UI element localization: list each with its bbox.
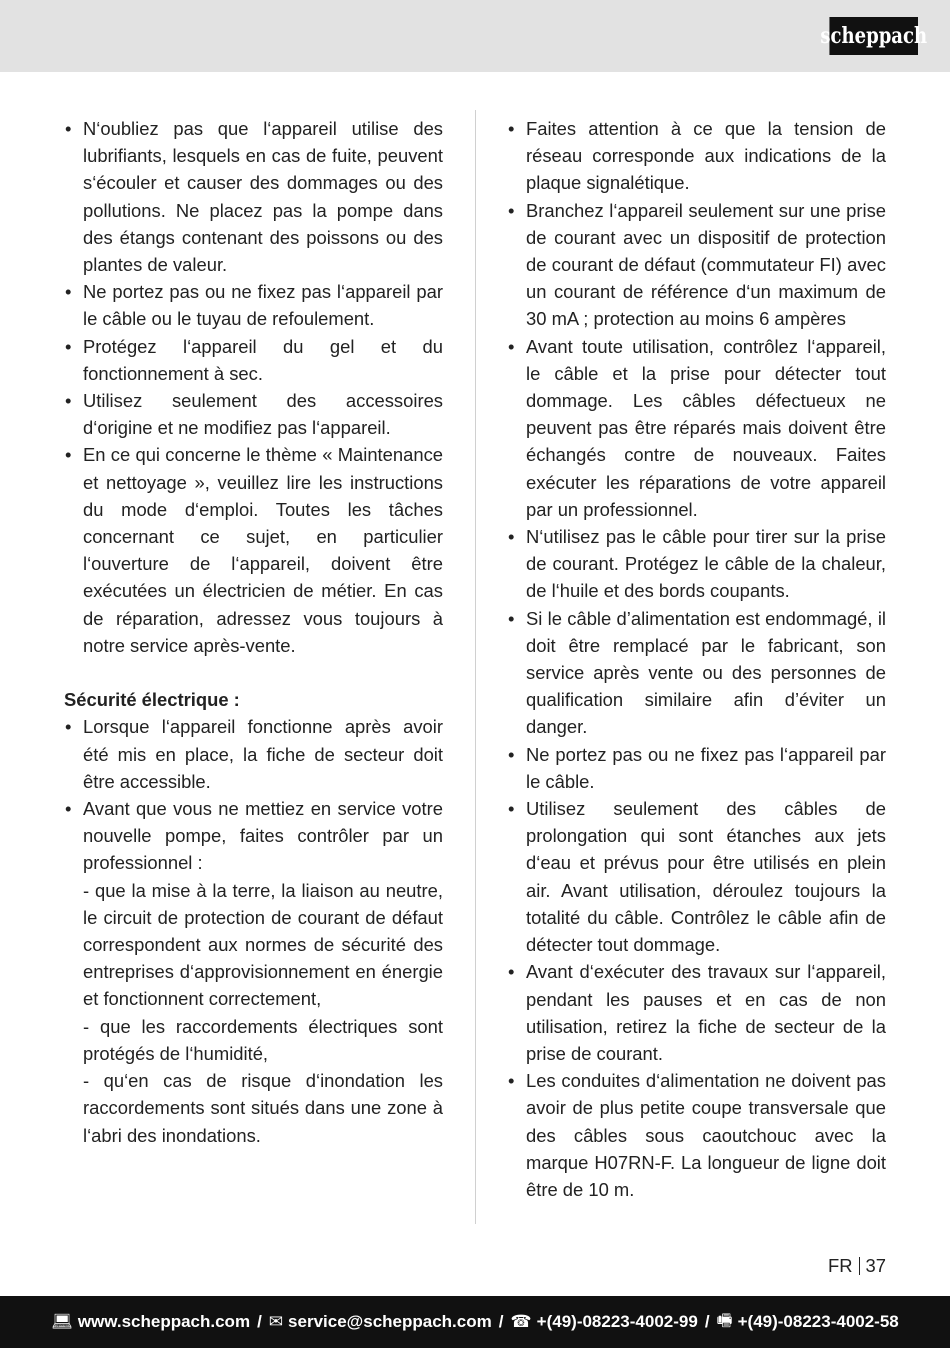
- footer-phone: +(49)-08223-4002-99: [536, 1312, 698, 1331]
- page-header: [0, 0, 950, 72]
- list-item: • Utilisez seulement des câbles de prolongation qui sont étanches aux jets d‘eau et prévus pour être utilisés en plein air. Avant utilisation, déroulez toujours la totalité du câble. Contrôlez le câble afin de détecter tout dommage.: [507, 795, 886, 958]
- footer-separator: /: [704, 1312, 710, 1331]
- fax-icon: 🖷︎: [716, 1310, 733, 1330]
- page-number: [828, 1255, 886, 1277]
- telephone-icon: ☎︎: [510, 1312, 532, 1331]
- safety-list-general: [64, 115, 443, 659]
- list-item: • N‘oubliez pas que l‘appareil utilise des lubrifiants, lesquels en cas de fuite, peuvent s‘écouler et causer des dommages ou des pollutions. Ne placez pas la pompe dans des étangs contenant des poissons ou des plantes de valeur.: [64, 115, 443, 278]
- list-item: • Avant toute utilisation, contrôlez l‘appareil, le câble et la prise pour détecter tout dommage. Les câbles défectueux ne peuvent pas être réparés mais doivent être échangés contre de nouveaux. Faites exécuter les réparations de votre appareil par un professionnel.: [507, 333, 886, 523]
- right-column: [507, 115, 886, 1203]
- footer-website[interactable]: www.scheppach.com: [77, 1312, 251, 1331]
- computer-icon: 💻︎: [51, 1312, 73, 1331]
- list-item: • Si le câble d’alimentation est endommagé, il doit être remplacé par le fabricant, son service après vente ou des personnes de qualification similaire afin d’éviter un danger.: [507, 605, 886, 741]
- footer-fax: +(49)-08223-4002-58: [737, 1312, 899, 1331]
- list-item: • Protégez l‘appareil du gel et du fonctionnement à sec.: [64, 333, 443, 387]
- sub-item: - que la mise à la terre, la liaison au neutre, le circuit de protection de courant de défaut correspondent aux normes de sécurité des entreprises d‘approvisionnement en énergie et fonctionnent correctement,: [83, 879, 443, 1010]
- page-number-value: 37: [865, 1255, 886, 1276]
- column-divider: [475, 110, 476, 1224]
- list-item: • Avant d‘exécuter des travaux sur l‘appareil, pendant les pauses et en cas de non utilisation, retirez la fiche de secteur de la prise de courant.: [507, 958, 886, 1067]
- list-item: • Les conduites d‘alimentation ne doivent pas avoir de plus petite coupe transversale que des câbles sous caoutchouc avec la marque H07RN-F. La longueur de ligne doit être de 10 m.: [507, 1067, 886, 1203]
- list-item: • Ne portez pas ou ne fixez pas l‘appareil par le câble.: [507, 741, 886, 795]
- list-item: • Lorsque l‘appareil fonctionne après avoir été mis en place, la fiche de secteur doit être accessible.: [64, 713, 443, 795]
- list-item: • Branchez l‘appareil seulement sur une prise de courant avec un dispositif de protection de courant de défaut (commutateur FI) avec un courant de référence d‘un maximum de 30 mA ; protection au moins 6 ampères: [507, 197, 886, 333]
- sub-item: - que les raccordements électriques sont protégés de l‘humidité,: [83, 1015, 443, 1064]
- list-item-intro: • Avant que vous ne mettiez en service votre nouvelle pompe, faites contrôler par un professionnel :: [83, 798, 443, 874]
- footer-separator: /: [257, 1312, 262, 1331]
- page-number-separator: [859, 1257, 860, 1275]
- left-column: [64, 115, 443, 1149]
- list-item: • Utilisez seulement des accessoires d‘origine et ne modifiez pas l‘appareil.: [64, 387, 443, 441]
- footer-email[interactable]: service@scheppach.com: [288, 1312, 492, 1331]
- list-item: • N‘utilisez pas le câble pour tirer sur la prise de courant. Protégez le câble de la chaleur, de l‘huile et des bords coupants.: [507, 523, 886, 605]
- envelope-icon: ✉︎: [268, 1312, 284, 1331]
- scheppach-logo: scheppach: [829, 17, 918, 55]
- list-item: • En ce qui concerne le thème « Maintenance et nettoyage », veuillez lire les instructions du mode d‘emploi. Toutes les tâches concernant ce sujet, en particulier l‘ouverture de l‘appareil, doivent être exécutées un électricien de métier. En cas de réparation, adressez vous toujours à notre service après-vente.: [64, 441, 443, 659]
- safety-list-right: [507, 115, 886, 1203]
- page-footer: [0, 1296, 950, 1348]
- footer-separator: /: [498, 1312, 504, 1331]
- list-item-with-subitems: [64, 795, 443, 1149]
- language-code: FR: [828, 1255, 853, 1276]
- list-item: • Faites attention à ce que la tension de réseau corresponde aux indications de la plaque signalétique.: [507, 115, 886, 197]
- section-title-electrical-safety: Sécurité électrique :: [64, 689, 240, 711]
- sub-item: - qu‘en cas de risque d‘inondation les raccordements sont situés dans une zone à l‘abri des inondations.: [83, 1070, 443, 1146]
- safety-list-electrical: [64, 713, 443, 1148]
- list-item: • Ne portez pas ou ne fixez pas l‘appareil par le câble ou le tuyau de refoulement.: [64, 278, 443, 332]
